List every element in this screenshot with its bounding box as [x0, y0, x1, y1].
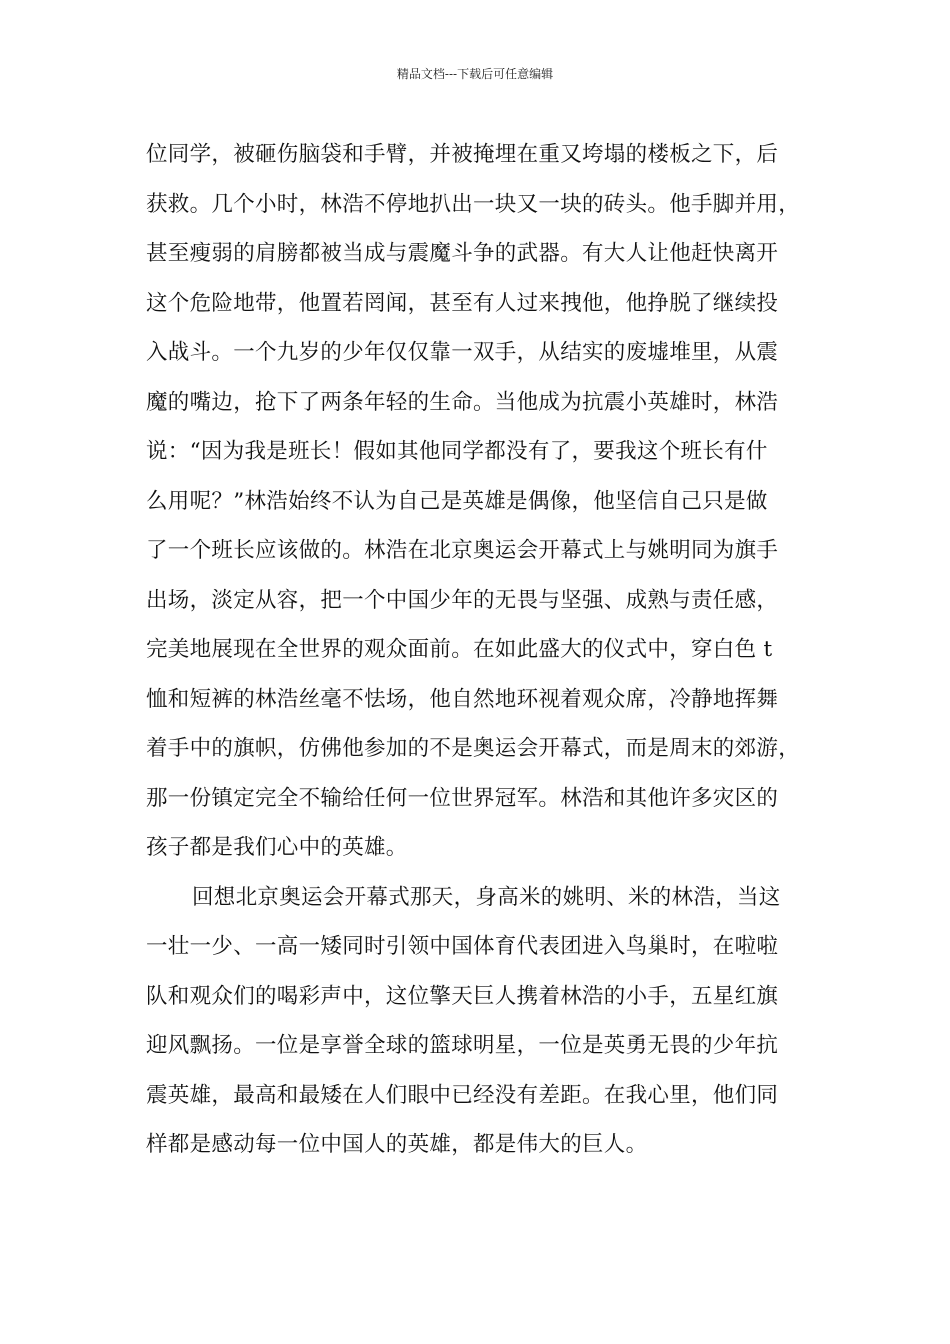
- text-line: 出场，淡定从容，把一个中国少年的无畏与坚强、成熟与责任感，: [146, 587, 779, 613]
- text-line: 完美地展现在全世界的观众面前。在如此盛大的仪式中，穿白色 t: [146, 637, 773, 662]
- text-line: 入战斗。一个九岁的少年仅仅靠一双手，从结实的废墟堆里，从震: [146, 340, 779, 365]
- text-line: 这个危险地带，他置若罔闻，甚至有人过来拽他，他挣脱了继续投: [146, 290, 779, 316]
- text-line: 队和观众们的喝彩声中，这位擎天巨人携着林浩的小手，五星红旗: [146, 983, 779, 1009]
- text-line: 样都是感动每一位中国人的英雄，都是伟大的巨人。: [146, 1132, 648, 1157]
- text-line: 迎风飘扬。一位是享誉全球的篮球明星，一位是英勇无畏的少年抗: [146, 1033, 779, 1058]
- text-line: 一壮一少、一高一矮同时引领中国体育代表团进入鸟巢时，在啦啦: [146, 934, 779, 959]
- document-body: [146, 130, 826, 1170]
- text-line: 说：“因为我是班长！假如其他同学都没有了，要我这个班长有什: [146, 439, 768, 464]
- text-line: 孩子都是我们心中的英雄。: [146, 835, 408, 860]
- text-line: 魔的嘴边，抢下了两条年轻的生命。当他成为抗震小英雄时，林浩: [146, 389, 779, 415]
- text-line: 获救。几个小时，林浩不停地扒出一块又一块的砖头。他手脚并用，: [146, 191, 801, 217]
- text-line: 了一个班长应该做的。林浩在北京奥运会开幕式上与姚明同为旗手: [146, 538, 779, 563]
- text-line: 恤和短裤的林浩丝毫不怯场，他自然地环视着观众席，冷静地挥舞: [146, 686, 779, 712]
- text-line: 那一份镇定完全不输给任何一位世界冠军。林浩和其他许多灾区的: [146, 785, 779, 811]
- text-line: 震英雄，最高和最矮在人们眼中已经没有差距。在我心里，他们同: [146, 1082, 779, 1108]
- text-line: 甚至瘦弱的肩膀都被当成与震魔斗争的武器。有大人让他赶快离开: [146, 241, 779, 266]
- text-line: 着手中的旗帜，仿佛他参加的不是奥运会开幕式，而是周末的郊游，: [146, 736, 801, 761]
- paragraph-2: [146, 873, 826, 1170]
- text-line: 位同学，被砸伤脑袋和手臂，并被掩埋在重又垮塌的楼板之下，后: [146, 142, 779, 167]
- text-line: 么用呢？”林浩始终不认为自己是英雄是偶像，他坚信自己只是做: [146, 488, 768, 514]
- page-header: 精品文档---下载后可任意编辑: [396, 67, 554, 81]
- text-line: 回想北京奥运会开幕式那天，身高米的姚明、米的林浩，当这: [192, 884, 781, 910]
- paragraph-1: [146, 130, 826, 873]
